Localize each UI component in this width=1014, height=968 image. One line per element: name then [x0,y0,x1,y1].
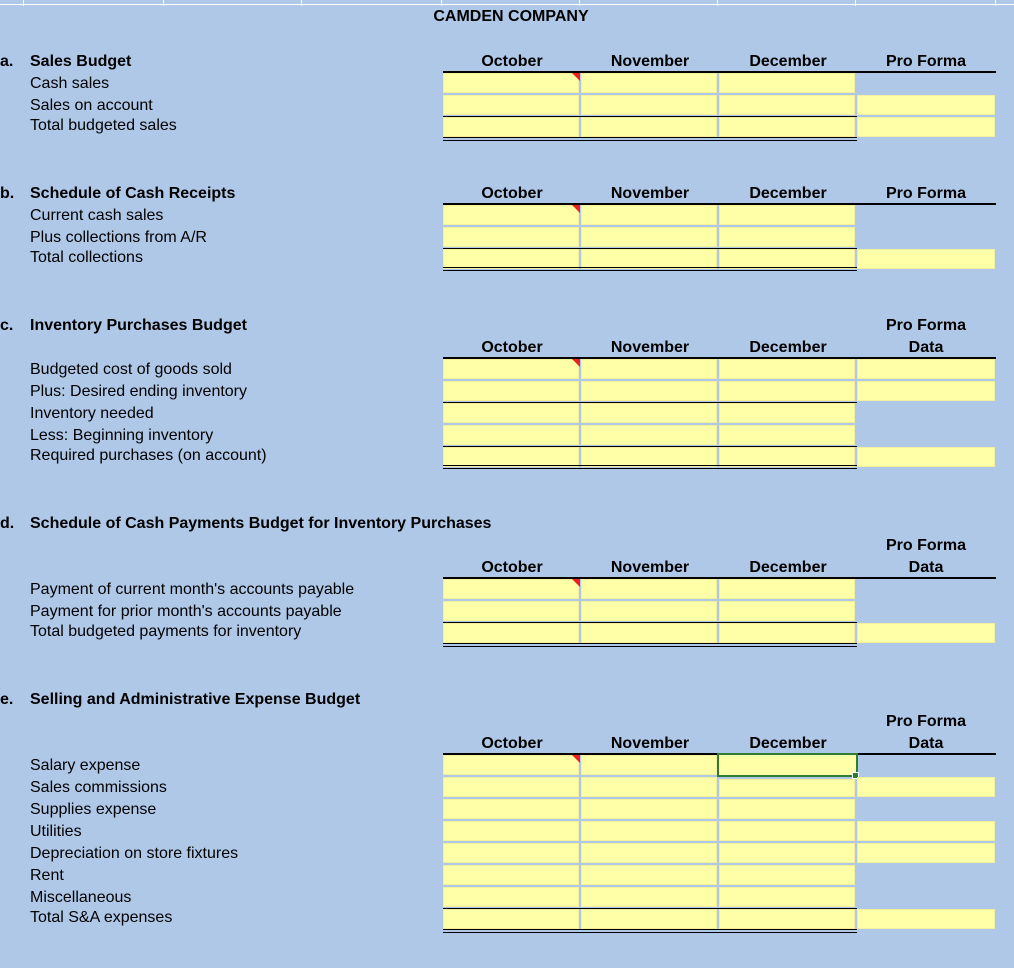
row-label-collections-ar: Plus collections from A/R [30,229,207,246]
col-header-december: December [749,559,827,576]
cell-c-cogs-dec[interactable] [719,359,855,379]
cell-e-commissions-oct[interactable] [443,777,579,797]
cell-c-inv-needed-nov[interactable] [581,403,717,423]
double-underline [443,643,857,647]
cell-a-cash-sales-nov[interactable] [581,73,717,93]
col-header-pro-forma: Pro Forma [885,317,966,334]
cell-e-commissions-nov[interactable] [581,777,717,797]
section-d-title: Schedule of Cash Payments Budget for Inventory Purchases [30,515,492,532]
double-underline [443,137,857,141]
cell-b-cash-sales-nov[interactable] [581,205,717,225]
double-underline [443,267,857,271]
section-b-letter: b. [0,185,15,202]
cell-e-commissions-pf[interactable] [857,777,995,797]
col-header-data: Data [908,559,944,576]
cell-e-salary-nov[interactable] [581,755,717,775]
row-label-required-purchases: Required purchases (on account) [30,447,267,464]
row-label-inventory-needed: Inventory needed [30,405,154,422]
col-header-october: October [481,185,543,202]
section-c-letter: c. [0,317,14,334]
cell-e-utilities-pf[interactable] [857,821,995,841]
col-header-november: November [610,53,690,70]
cell-c-purchases-oct[interactable] [443,447,579,467]
cell-a-sales-on-account-dec[interactable] [719,95,855,115]
cell-c-ending-inv-nov[interactable] [581,381,717,401]
cell-e-salary-dec-selected[interactable] [717,753,858,777]
cell-e-utilities-dec[interactable] [719,821,855,841]
row-label-total-payments: Total budgeted payments for inventory [30,623,302,640]
cell-e-depreciation-oct[interactable] [443,843,579,863]
cell-e-supplies-dec[interactable] [719,799,855,819]
cell-a-cash-sales-dec[interactable] [719,73,855,93]
col-header-november: November [610,559,690,576]
cell-e-rent-nov[interactable] [581,865,717,885]
cell-c-cogs-pf[interactable] [857,359,995,379]
cell-b-collections-nov[interactable] [581,227,717,247]
col-header-november: November [610,339,690,356]
cell-e-rent-oct[interactable] [443,865,579,885]
row-label-salary-expense: Salary expense [30,757,141,774]
double-underline [443,929,857,933]
col-header-november: November [610,185,690,202]
row-label-cash-sales: Cash sales [30,75,110,92]
cell-e-misc-oct[interactable] [443,887,579,907]
cell-d-current-nov[interactable] [581,579,717,599]
row-label-total-budgeted-sales: Total budgeted sales [30,117,177,134]
cell-a-total-oct[interactable] [443,117,579,137]
row-label-beginning-inventory: Less: Beginning inventory [30,427,214,444]
comment-indicator[interactable] [572,205,580,213]
col-header-data: Data [908,339,944,356]
cell-e-depreciation-pf[interactable] [857,843,995,863]
cell-d-prior-oct[interactable] [443,601,579,621]
cell-d-current-oct[interactable] [443,579,579,599]
cell-b-collections-dec[interactable] [719,227,855,247]
col-header-data: Data [908,735,944,752]
cell-a-sales-on-account-pf[interactable] [857,95,995,115]
row-label-sales-on-account: Sales on account [30,97,153,114]
cell-e-misc-dec[interactable] [719,887,855,907]
cell-a-total-pf[interactable] [857,117,995,137]
cell-b-cash-sales-oct[interactable] [443,205,579,225]
col-header-october: October [481,559,543,576]
section-a-title: Sales Budget [30,53,132,70]
cell-e-total-pf[interactable] [857,909,995,929]
cell-c-purchases-dec[interactable] [719,447,855,467]
section-a-letter: a. [0,53,14,70]
row-label-supplies-expense: Supplies expense [30,801,157,818]
col-header-pro-forma: Pro Forma [885,185,966,202]
row-label-payment-prior: Payment for prior month's accounts payable [30,603,342,620]
cell-e-misc-nov[interactable] [581,887,717,907]
col-header-october: October [481,53,543,70]
col-header-december: December [749,53,827,70]
section-c-title: Inventory Purchases Budget [30,317,247,334]
col-header-december: December [749,185,827,202]
section-d-letter: d. [0,515,15,532]
cell-e-utilities-nov[interactable] [581,821,717,841]
section-e-title: Selling and Administrative Expense Budget [30,691,361,708]
row-label-sales-commissions: Sales commissions [30,779,167,796]
cell-e-supplies-nov[interactable] [581,799,717,819]
cell-c-inv-needed-oct[interactable] [443,403,579,423]
cell-c-purchases-pf[interactable] [857,447,995,467]
cell-e-supplies-oct[interactable] [443,799,579,819]
cell-d-current-dec[interactable] [719,579,855,599]
cell-c-beg-inv-dec[interactable] [719,425,855,445]
cell-d-total-pf[interactable] [857,623,995,643]
cell-c-ending-inv-pf[interactable] [857,381,995,401]
cell-a-cash-sales-oct[interactable] [443,73,579,93]
cell-d-total-nov[interactable] [581,623,717,643]
cell-c-cogs-oct[interactable] [443,359,579,379]
cell-e-depreciation-dec[interactable] [719,843,855,863]
comment-indicator[interactable] [572,579,580,587]
col-header-october: October [481,339,543,356]
col-header-pro-forma: Pro Forma [885,713,966,730]
col-header-december: December [749,339,827,356]
cell-c-ending-inv-oct[interactable] [443,381,579,401]
cell-e-total-dec[interactable] [719,909,855,929]
col-header-pro-forma: Pro Forma [885,53,966,70]
cell-e-commissions-dec[interactable] [719,779,855,797]
cell-b-total-pf[interactable] [857,249,995,269]
comment-indicator[interactable] [572,755,580,763]
double-underline [443,465,857,469]
cell-b-collections-oct[interactable] [443,227,579,247]
cell-b-total-dec[interactable] [719,249,855,269]
cell-a-sales-on-account-nov[interactable] [581,95,717,115]
row-label-miscellaneous: Miscellaneous [30,889,132,906]
cell-b-total-nov[interactable] [581,249,717,269]
comment-indicator[interactable] [572,73,580,81]
section-e-letter: e. [0,691,14,708]
cell-a-total-dec[interactable] [719,117,855,137]
cell-c-beg-inv-nov[interactable] [581,425,717,445]
cell-e-rent-dec[interactable] [719,865,855,885]
row-label-current-cash-sales: Current cash sales [30,207,164,224]
top-gridline [0,0,1014,6]
cell-e-salary-oct[interactable] [443,755,579,775]
row-label-total-collections: Total collections [30,249,143,266]
cell-c-ending-inv-dec[interactable] [719,381,855,401]
cell-c-beg-inv-oct[interactable] [443,425,579,445]
comment-indicator[interactable] [572,359,580,367]
cell-d-total-dec[interactable] [719,623,855,643]
row-label-rent: Rent [30,867,64,884]
cell-c-cogs-nov[interactable] [581,359,717,379]
cell-e-total-nov[interactable] [581,909,717,929]
row-label-payment-current: Payment of current month's accounts payable [30,581,355,598]
cell-a-total-nov[interactable] [581,117,717,137]
cell-c-purchases-nov[interactable] [581,447,717,467]
cell-e-utilities-oct[interactable] [443,821,579,841]
row-label-depreciation: Depreciation on store fixtures [30,845,239,862]
col-header-pro-forma: Pro Forma [885,537,966,554]
row-label-total-sa: Total S&A expenses [30,909,173,926]
cell-c-inv-needed-dec[interactable] [719,403,855,423]
cell-a-sales-on-account-oct[interactable] [443,95,579,115]
cell-d-total-oct[interactable] [443,623,579,643]
cell-b-cash-sales-dec[interactable] [719,205,855,225]
section-b-title: Schedule of Cash Receipts [30,185,236,202]
cell-e-depreciation-nov[interactable] [581,843,717,863]
row-label-cogs: Budgeted cost of goods sold [30,361,232,378]
cell-e-total-oct[interactable] [443,909,579,929]
col-header-december: December [749,735,827,752]
row-label-utilities: Utilities [30,823,82,840]
company-title: CAMDEN COMPANY [433,8,589,25]
col-header-november: November [610,735,690,752]
col-header-october: October [481,735,543,752]
cell-d-prior-dec[interactable] [719,601,855,621]
cell-b-total-oct[interactable] [443,249,579,269]
row-label-desired-ending-inventory: Plus: Desired ending inventory [30,383,248,400]
cell-d-prior-nov[interactable] [581,601,717,621]
